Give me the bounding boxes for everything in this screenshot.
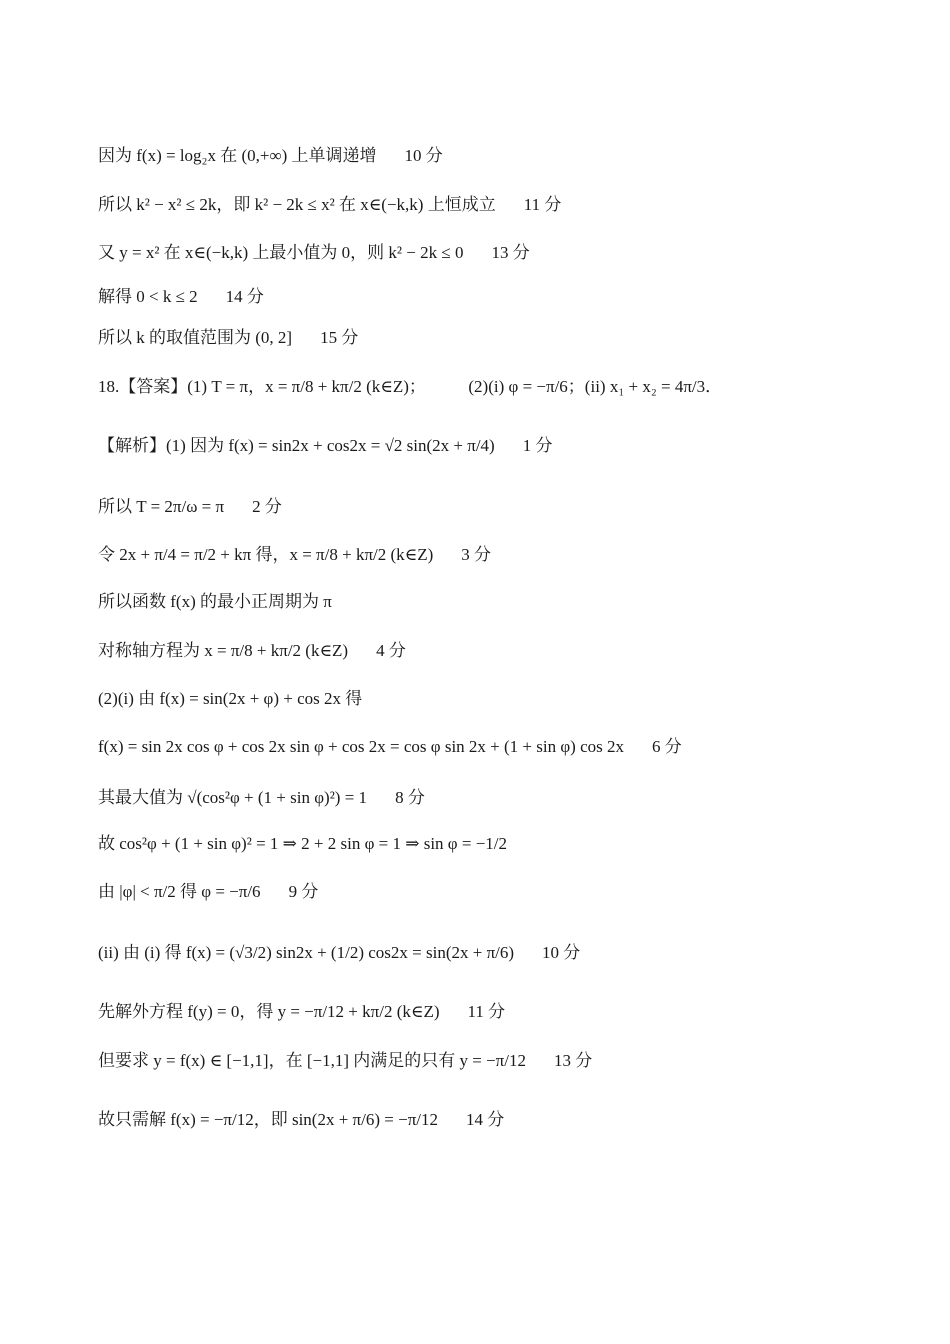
analysis-line-8: 其最大值为 √(cos²φ + (1 + sin φ)²) = 1 8 分 — [98, 788, 425, 807]
analysis-line-6: (2)(i) 由 f(x) = sin(2x + φ) + cos 2x 得 — [98, 689, 363, 708]
line-4: 解得 0 < k ≤ 2 14 分 — [98, 287, 264, 306]
analysis-line-10: 由 |φ| < π/2 得 φ = −π/6 9 分 — [98, 882, 319, 901]
analysis-line-2: 所以 T = 2π/ω = π 2 分 — [98, 497, 282, 516]
line-1: 因为 f(x) = log₂x 在 (0,+∞) 上单调递增 10 分 — [98, 146, 443, 165]
analysis-line-9: 故 cos²φ + (1 + sin φ)² = 1 ⇒ 2 + 2 sin φ = 1 ⇒ sin φ = −1/2 — [98, 834, 508, 853]
line-2: 所以 k² − x² ≤ 2k，即 k² − 2k ≤ x² 在 x∈(−k,k) 上恒成立 11 分 — [98, 195, 562, 214]
analysis-line-7: f(x) = sin 2x cos φ + cos 2x sin φ + cos 2x = cos φ sin 2x + (1 + sin φ) cos 2x 6 分 — [98, 737, 682, 756]
analysis-line-14: 故只需解 f(x) = −π/12，即 sin(2x + π/6) = −π/12 14 分 — [98, 1110, 505, 1129]
analysis-line-4: 所以函数 f(x) 的最小正周期为 π — [98, 592, 332, 611]
analysis-line-13: 但要求 y = f(x) ∈ [−1,1]，在 [−1,1] 内满足的只有 y = −π/12 13 分 — [98, 1051, 593, 1070]
answer-18: 18.【答案】(1) T = π，x = π/8 + kπ/2 (k∈Z)； (2)(i) φ = −π/6；(ii) x₁ + x₂ = 4π/3． — [98, 377, 723, 396]
line-5: 所以 k 的取值范围为 (0, 2] 15 分 — [98, 328, 359, 347]
line-3: 又 y = x² 在 x∈(−k,k) 上最小值为 0，则 k² − 2k ≤ 0 13 分 — [98, 243, 530, 262]
analysis-line-1: 【解析】(1) 因为 f(x) = sin2x + cos2x = √2 sin(2x + π/4) 1 分 — [98, 436, 553, 455]
analysis-line-5: 对称轴方程为 x = π/8 + kπ/2 (k∈Z) 4 分 — [98, 641, 406, 660]
analysis-line-3: 令 2x + π/4 = π/2 + kπ 得，x = π/8 + kπ/2 (k∈Z) 3 分 — [98, 545, 492, 564]
analysis-line-11: (ii) 由 (i) 得 f(x) = (√3/2) sin2x + (1/2) cos2x = sin(2x + π/6) 10 分 — [98, 943, 581, 962]
analysis-line-12: 先解外方程 f(y) = 0，得 y = −π/12 + kπ/2 (k∈Z) 11 分 — [98, 1002, 506, 1021]
